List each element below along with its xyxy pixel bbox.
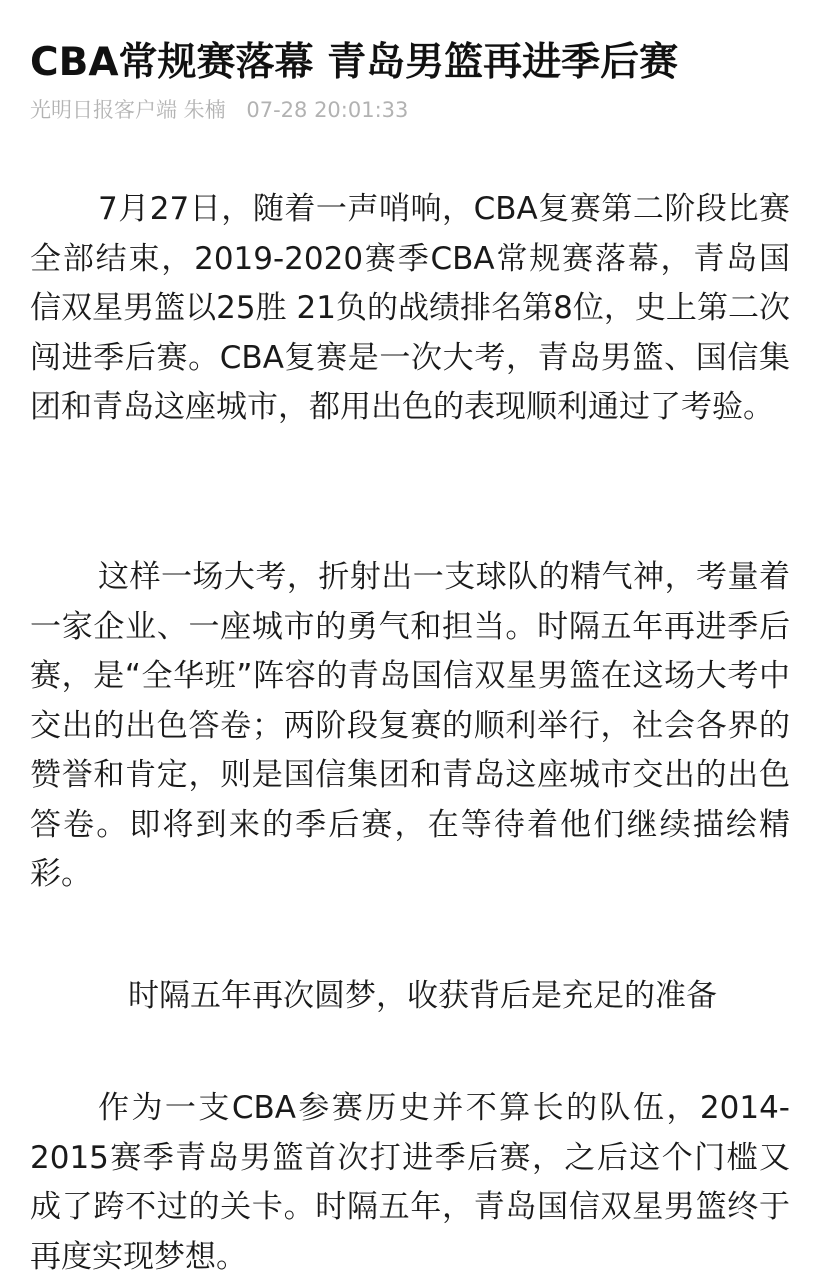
article-meta (30, 94, 408, 126)
paragraph-1: 7月27日，随着一声哨响，CBA复赛第二阶段比赛全部结束，2019-2020赛季CBA常规赛落幕，青岛国信双星男篮以25胜 21负的战绩排名第8位，史上第二次闯进季后赛。CBA复赛是一次大考，青岛男篮、国信集团和青岛这座城市，都用出色的表现顺利通过了考验。 (30, 191, 790, 425)
paragraph-3: 作为一支CBA参赛历史并不算长的队伍，2014-2015赛季青岛男篮首次打进季后赛，之后这个门槛又成了跨不过的关卡。时隔五年，青岛国信双星男篮终于再度实现梦想。 (30, 1090, 790, 1275)
article-time: 07-28 20:01:33 (246, 98, 409, 122)
section-subheading: 时隔五年再次圆梦，收获背后是充足的准备 (128, 978, 717, 1014)
article-title: CBA常规赛落幕 青岛男篮再进季后赛 (30, 40, 679, 86)
article-source: 光明日报客户端 朱楠 (30, 98, 226, 122)
paragraph-2: 这样一场大考，折射出一支球队的精气神，考量着一家企业、一座城市的勇气和担当。时隔五年再进季后赛，是“全华班”阵容的青岛国信双星男篮在这场大考中交出的出色答卷；两阶段复赛的顺利举行，社会各界的赞誉和肯定，则是国信集团和青岛这座城市交出的出色答卷。即将到来的季后赛，在等待着他们继续描绘精彩。 (30, 559, 790, 892)
